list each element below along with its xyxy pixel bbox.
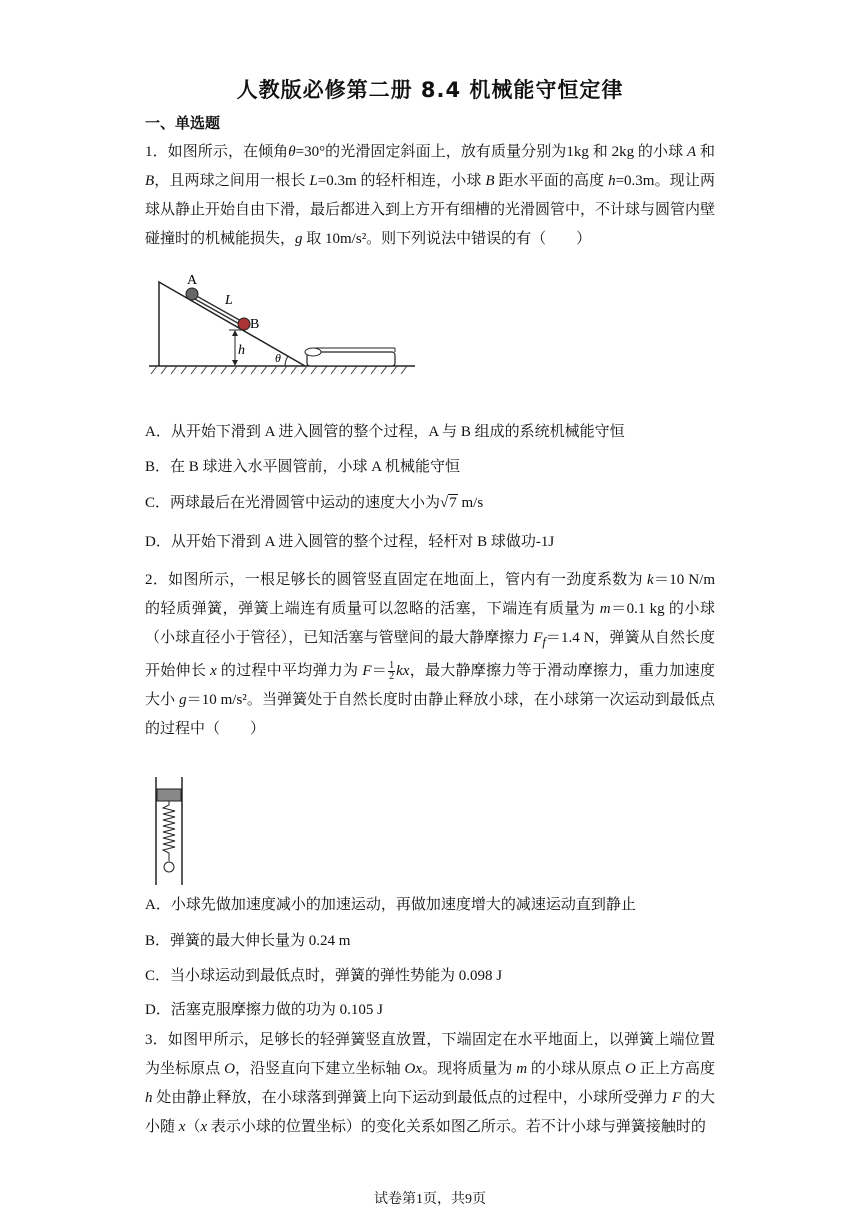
question-1-figure — [145, 272, 420, 382]
question-1-option-b: B．在 B 球进入水平圆管前，小球 A 机械能守恒 — [145, 459, 461, 475]
sqrt-symbol: √7 — [440, 495, 457, 511]
page-title: 人教版必修第二册 8.4 机械能守恒定律 — [236, 78, 624, 102]
question-2-option-b: B．弹簧的最大伸长量为 0.24 m — [145, 933, 351, 949]
svg-text:A: A — [187, 273, 198, 288]
question-2-text: 2．如图所示，一根足够长的圆管竖直固定在地面上，管内有一劲度系数为 k＝10 N/m 的轻质弹簧，弹簧上端连有质量可以忽略的活塞，下端连有质量为 m＝0.1 kg 的小球（小球直径小于管径），已知活塞与管壁间的最大静摩擦力 $F_f=1.4$ N，弹簧从自然长度开始伸长 x 的过程中平均弹力为 F＝ $\frac{1}{2}$ kx，最大静摩擦力等于滑动摩擦力，重力加速度大小 g＝10 m/s²。当弹簧处于自然长度时由静止释放小球，在小球第一次运动到最低点的过程中（ ） — [145, 572, 715, 737]
svg-text:B: B — [250, 317, 260, 332]
svg-text:h: h — [238, 343, 245, 358]
question-1-option-c-text: C．两球最后在光滑圆管中运动的速度大小为 — [145, 495, 441, 511]
question-2-option-c: C．当小球运动到最低点时，弹簧的弹性势能为 0.098 J — [145, 968, 503, 984]
question-1-option-a: A．从开始下滑到 A 进入圆管的整个过程，A 与 B 组成的系统机械能守恒 — [145, 424, 625, 440]
question-1-text: 1．如图所示，在倾角θ=30°的光滑固定斜面上，放有质量分别为1kg 和 2kg 的小球 A 和 B，且两球之间用一根长 L=0.3m 的轻杆相连，小球 B 距水平面的高度 h=0.3m。现让两球从静止开始自由下滑，最后都进入到上方开有细槽的光滑圆管中，不计球与圆管内壁碰撞时的机械能损失，g 取 10m/s²。则下列说法中错误的有（ ） — [145, 144, 716, 247]
svg-text:L: L — [225, 293, 233, 308]
svg-text:θ: θ — [275, 351, 281, 365]
question-2-figure — [150, 775, 190, 887]
question-2-option-d: D．活塞克服摩擦力做的功为 0.105 J — [145, 1002, 383, 1018]
question-3-text: 3．如图甲所示，足够长的轻弹簧竖直放置，下端固定在水平地面上，以弹簧上端位置为坐标原点 O，沿竖直向下建立坐标轴 Ox。现将质量为 m 的小球从原点 O 正上方高度 h 处由静止释放，在小球落到弹簧上向下运动到最低点的过程中，小球所受弹力 F 的大小随 x（x 表示小球的位置坐标）的变化关系如图乙所示。若不计小球与弹簧接触时的 — [145, 1032, 715, 1135]
question-1-option-c-radicand: 7 — [449, 495, 457, 511]
question-1-option-c-unit: m/s — [457, 495, 484, 511]
section-heading: 一、单选题 — [145, 114, 221, 132]
question-2-option-a: A．小球先做加速度减小的加速运动，再做加速度增大的减速运动直到静止 — [145, 897, 636, 913]
question-1-option-d: D．从开始下滑到 A 进入圆管的整个过程，轻杆对 B 球做功-1J — [145, 534, 555, 550]
page-footer: 试卷第1页，共9页 — [374, 1192, 486, 1207]
question-1-option-c — [145, 493, 483, 513]
